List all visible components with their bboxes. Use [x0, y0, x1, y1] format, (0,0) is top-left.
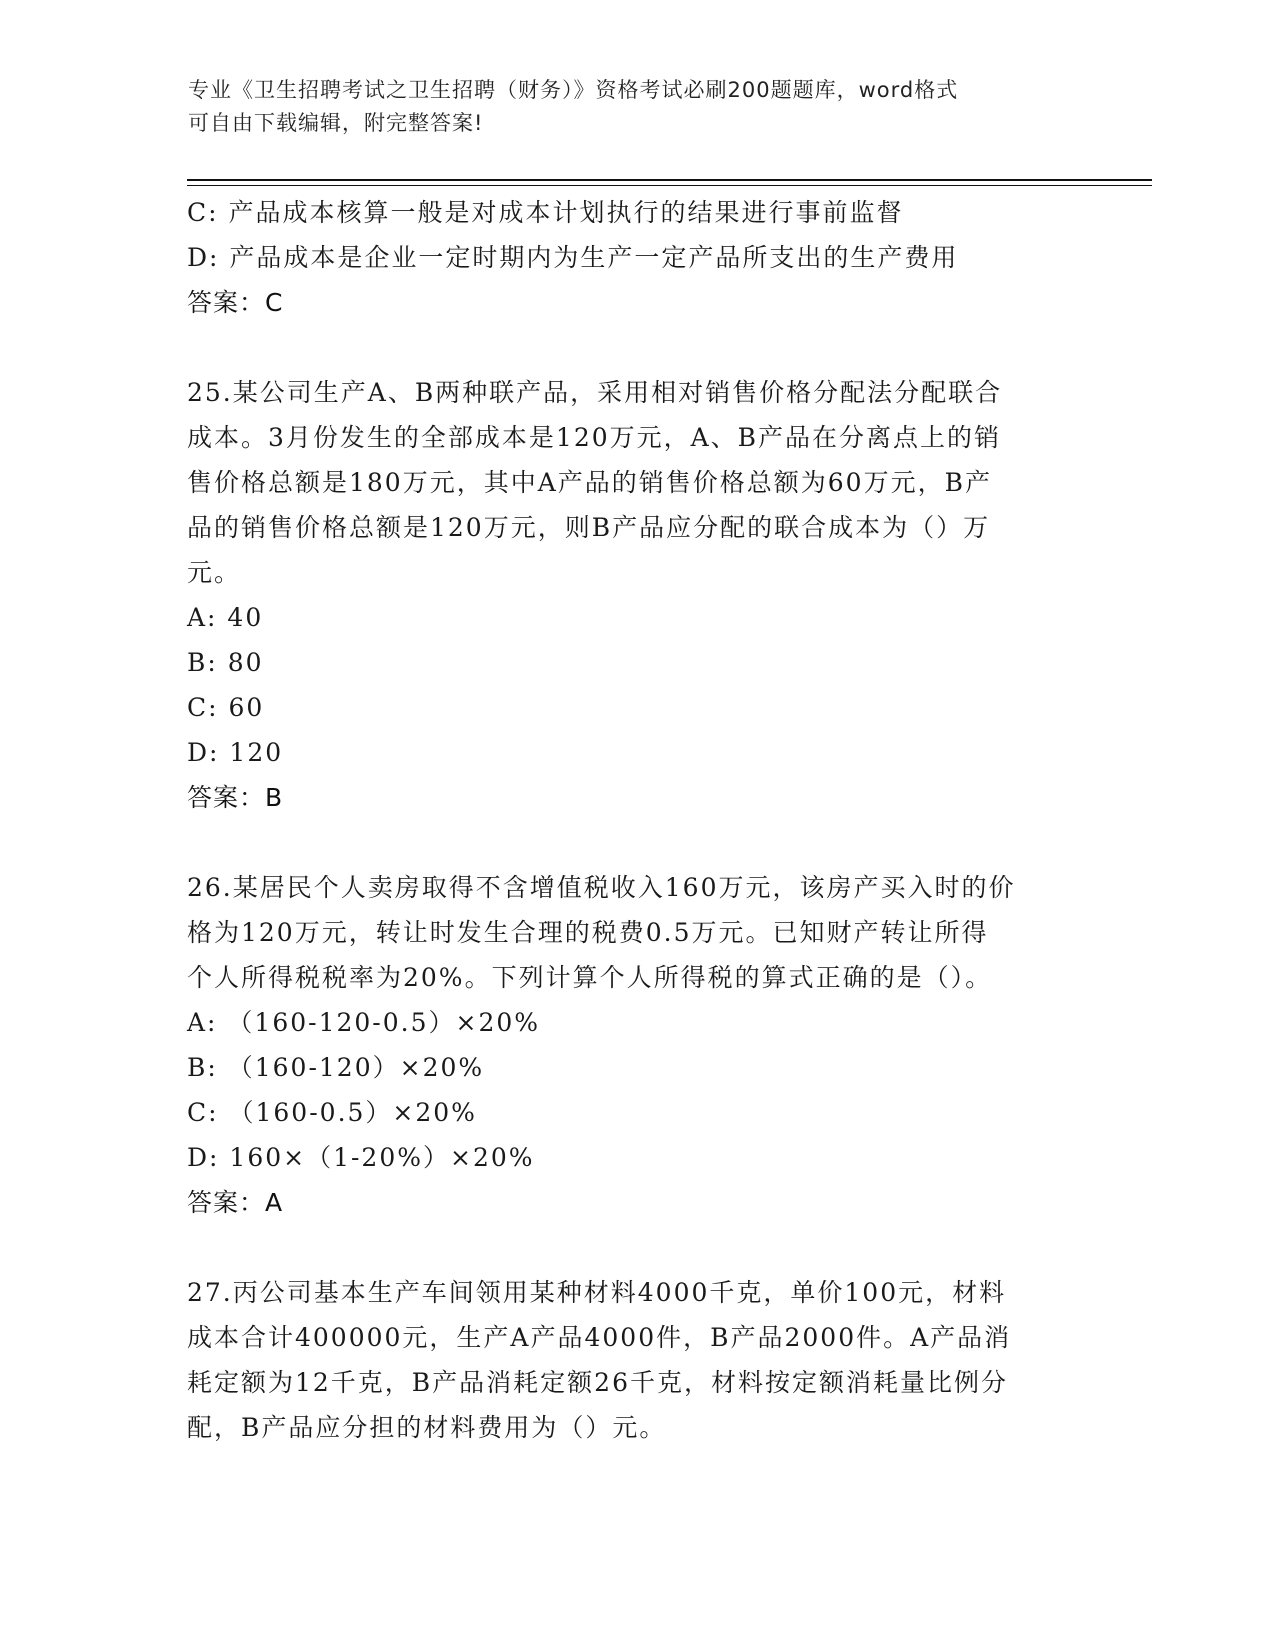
question-26-option-c: C: （160-0.5）×20% [187, 1098, 477, 1127]
question-25-line: 成本。3月份发生的全部成本是120万元，A、B产品在分离点上的销 [187, 423, 1002, 452]
prev-option-d: D: 产品成本是企业一定时期内为生产一定产品所支出的生产费用 [187, 243, 959, 272]
document-header [188, 74, 1068, 140]
question-25-line: 品的销售价格总额是120万元，则B产品应分配的联合成本为（）万 [187, 513, 991, 542]
question-26-option-d: D: 160×（1-20%）×20% [187, 1143, 535, 1172]
spacer [187, 325, 1087, 370]
question-25-option-d: D: 120 [187, 738, 284, 767]
header-line-1: 专业《卫生招聘考试之卫生招聘（财务）》资格考试必刷200题题库，word格式 [188, 78, 959, 102]
header-line-2: 可自由下载编辑，附完整答案! [188, 111, 484, 135]
question-26-line: 26.某居民个人卖房取得不含增值税收入160万元，该房产买入时的价 [187, 873, 1016, 902]
header-rule-thick [187, 179, 1152, 181]
spacer [187, 820, 1087, 865]
question-26-option-a: A: （160-120-0.5）×20% [187, 1008, 541, 1037]
question-25-line: 25.某公司生产A、B两种联产品，采用相对销售价格分配法分配联合 [187, 378, 1003, 407]
question-27-line: 成本合计400000元，生产A产品4000件，B产品2000件。A产品消 [187, 1323, 1012, 1352]
question-25-option-a: A: 40 [187, 603, 264, 632]
question-26 [187, 865, 1087, 1225]
question-26-option-b: B: （160-120）×20% [187, 1053, 485, 1082]
question-25-option-b: B: 80 [187, 648, 264, 677]
spacer [187, 1225, 1087, 1270]
question-26-answer: 答案：A [187, 1188, 284, 1217]
document-body [187, 190, 1087, 1450]
question-26-line: 格为120万元，转让时发生合理的税费0.5万元。已知财产转让所得 [187, 918, 989, 947]
question-25-option-c: C: 60 [187, 693, 265, 722]
question-27-line: 27.丙公司基本生产车间领用某种材料4000千克，单价100元，材料 [187, 1278, 1007, 1307]
question-27-line: 耗定额为12千克，B产品消耗定额26千克，材料按定额消耗量比例分 [187, 1368, 1008, 1397]
prev-answer: 答案：C [187, 288, 284, 317]
question-25-line: 元。 [187, 558, 242, 587]
question-25 [187, 370, 1087, 820]
question-27-line: 配，B产品应分担的材料费用为（）元。 [187, 1413, 667, 1442]
question-25-line: 售价格总额是180万元，其中A产品的销售价格总额为60万元，B产 [187, 468, 992, 497]
prev-question [187, 190, 1087, 325]
question-25-answer: 答案：B [187, 783, 284, 812]
question-27 [187, 1270, 1087, 1450]
prev-option-c: C: 产品成本核算一般是对成本计划执行的结果进行事前监督 [187, 198, 904, 227]
header-rule-thin [187, 185, 1152, 186]
question-26-line: 个人所得税税率为20%。下列计算个人所得税的算式正确的是（）。 [187, 963, 993, 992]
